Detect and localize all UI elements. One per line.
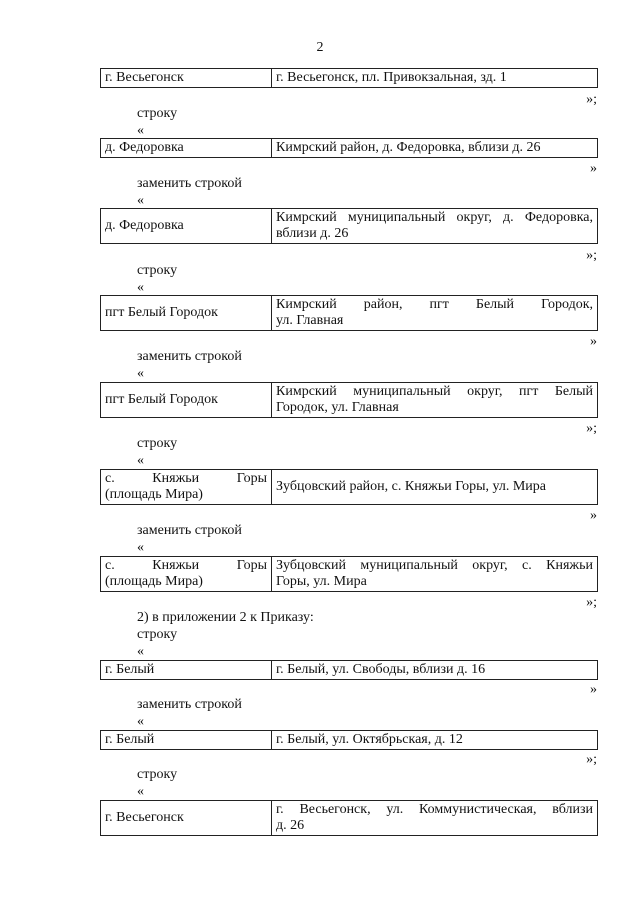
settlement-line: с. Княжьи Горы [105, 471, 267, 486]
instruction-label: заменить строкой [137, 523, 242, 538]
settlement-line: (площадь Мира) [105, 574, 203, 589]
page-number: 2 [316, 40, 324, 55]
table-row [100, 68, 598, 88]
table-row [100, 382, 598, 418]
instruction-label: строку [137, 627, 178, 642]
closing-quote: » [590, 508, 597, 523]
opening-quote: « [137, 540, 144, 555]
settlement-cell [101, 557, 272, 592]
closing-quote: » [590, 334, 597, 349]
settlement-cell: г. Белый [101, 731, 272, 750]
settlement-cell: г. Весьегонск [101, 69, 272, 88]
instruction-label: заменить строкой [137, 176, 242, 191]
instruction-label: заменить строкой [137, 349, 242, 364]
address-line: Зубцовский муниципальный округ, с. Княжьи [276, 558, 593, 573]
address-line: г. Весьегонск, ул. Коммунистическая, вблизи [276, 802, 593, 817]
closing-quote: »; [586, 752, 597, 767]
opening-quote: « [137, 714, 144, 729]
opening-quote: « [137, 784, 144, 799]
settlement-cell: г. Весьегонск [101, 801, 272, 836]
table-row [100, 295, 598, 331]
instruction-label: строку [137, 263, 178, 278]
address-line: Кимрский район, пгт Белый Городок, [276, 297, 593, 312]
settlement-line: с. Княжьи Горы [105, 558, 267, 573]
address-cell: Зубцовский район, с. Княжьи Горы, ул. Мира [272, 470, 598, 505]
address-cell: г. Весьегонск, пл. Привокзальная, зд. 1 [272, 69, 598, 88]
closing-quote: » [590, 682, 597, 697]
address-line: вблизи д. 26 [276, 226, 349, 241]
address-cell [272, 801, 598, 836]
settlement-cell [101, 470, 272, 505]
address-line: Городок, ул. Главная [276, 400, 399, 415]
address-cell: г. Белый, ул. Октябрьская, д. 12 [272, 731, 598, 750]
opening-quote: « [137, 280, 144, 295]
table-row [100, 660, 598, 680]
address-line: Горы, ул. Мира [276, 574, 367, 589]
address-cell: г. Белый, ул. Свободы, вблизи д. 16 [272, 661, 598, 680]
closing-quote: »; [586, 92, 597, 107]
table-row [100, 800, 598, 836]
address-cell [272, 557, 598, 592]
closing-quote: » [590, 161, 597, 176]
opening-quote: « [137, 193, 144, 208]
address-line: ул. Главная [276, 313, 344, 328]
instruction-label: строку [137, 436, 178, 451]
instruction-label: строку [137, 106, 178, 121]
address-cell [272, 296, 598, 331]
opening-quote: « [137, 453, 144, 468]
section-heading: 2) в приложении 2 к Приказу: [137, 610, 314, 625]
closing-quote: »; [586, 421, 597, 436]
settlement-cell: пгт Белый Городок [101, 383, 272, 418]
opening-quote: « [137, 644, 144, 659]
address-line: д. 26 [276, 818, 305, 833]
table-row [100, 138, 598, 158]
table-row [100, 730, 598, 750]
table-row [100, 556, 598, 592]
address-line: Кимрский муниципальный округ, пгт Белый [276, 384, 593, 399]
settlement-cell: д. Федоровка [101, 209, 272, 244]
address-cell [272, 209, 598, 244]
opening-quote: « [137, 123, 144, 138]
instruction-label: строку [137, 767, 178, 782]
closing-quote: »; [586, 248, 597, 263]
address-line: Кимрский муниципальный округ, д. Федоровка, [276, 210, 593, 225]
settlement-cell: д. Федоровка [101, 139, 272, 158]
settlement-cell: г. Белый [101, 661, 272, 680]
opening-quote: « [137, 366, 144, 381]
table-row [100, 469, 598, 505]
address-cell [272, 383, 598, 418]
settlement-cell: пгт Белый Городок [101, 296, 272, 331]
settlement-line: (площадь Мира) [105, 487, 203, 502]
closing-quote: »; [586, 595, 597, 610]
table-row [100, 208, 598, 244]
instruction-label: заменить строкой [137, 697, 242, 712]
address-cell: Кимрский район, д. Федоровка, вблизи д. 26 [272, 139, 598, 158]
